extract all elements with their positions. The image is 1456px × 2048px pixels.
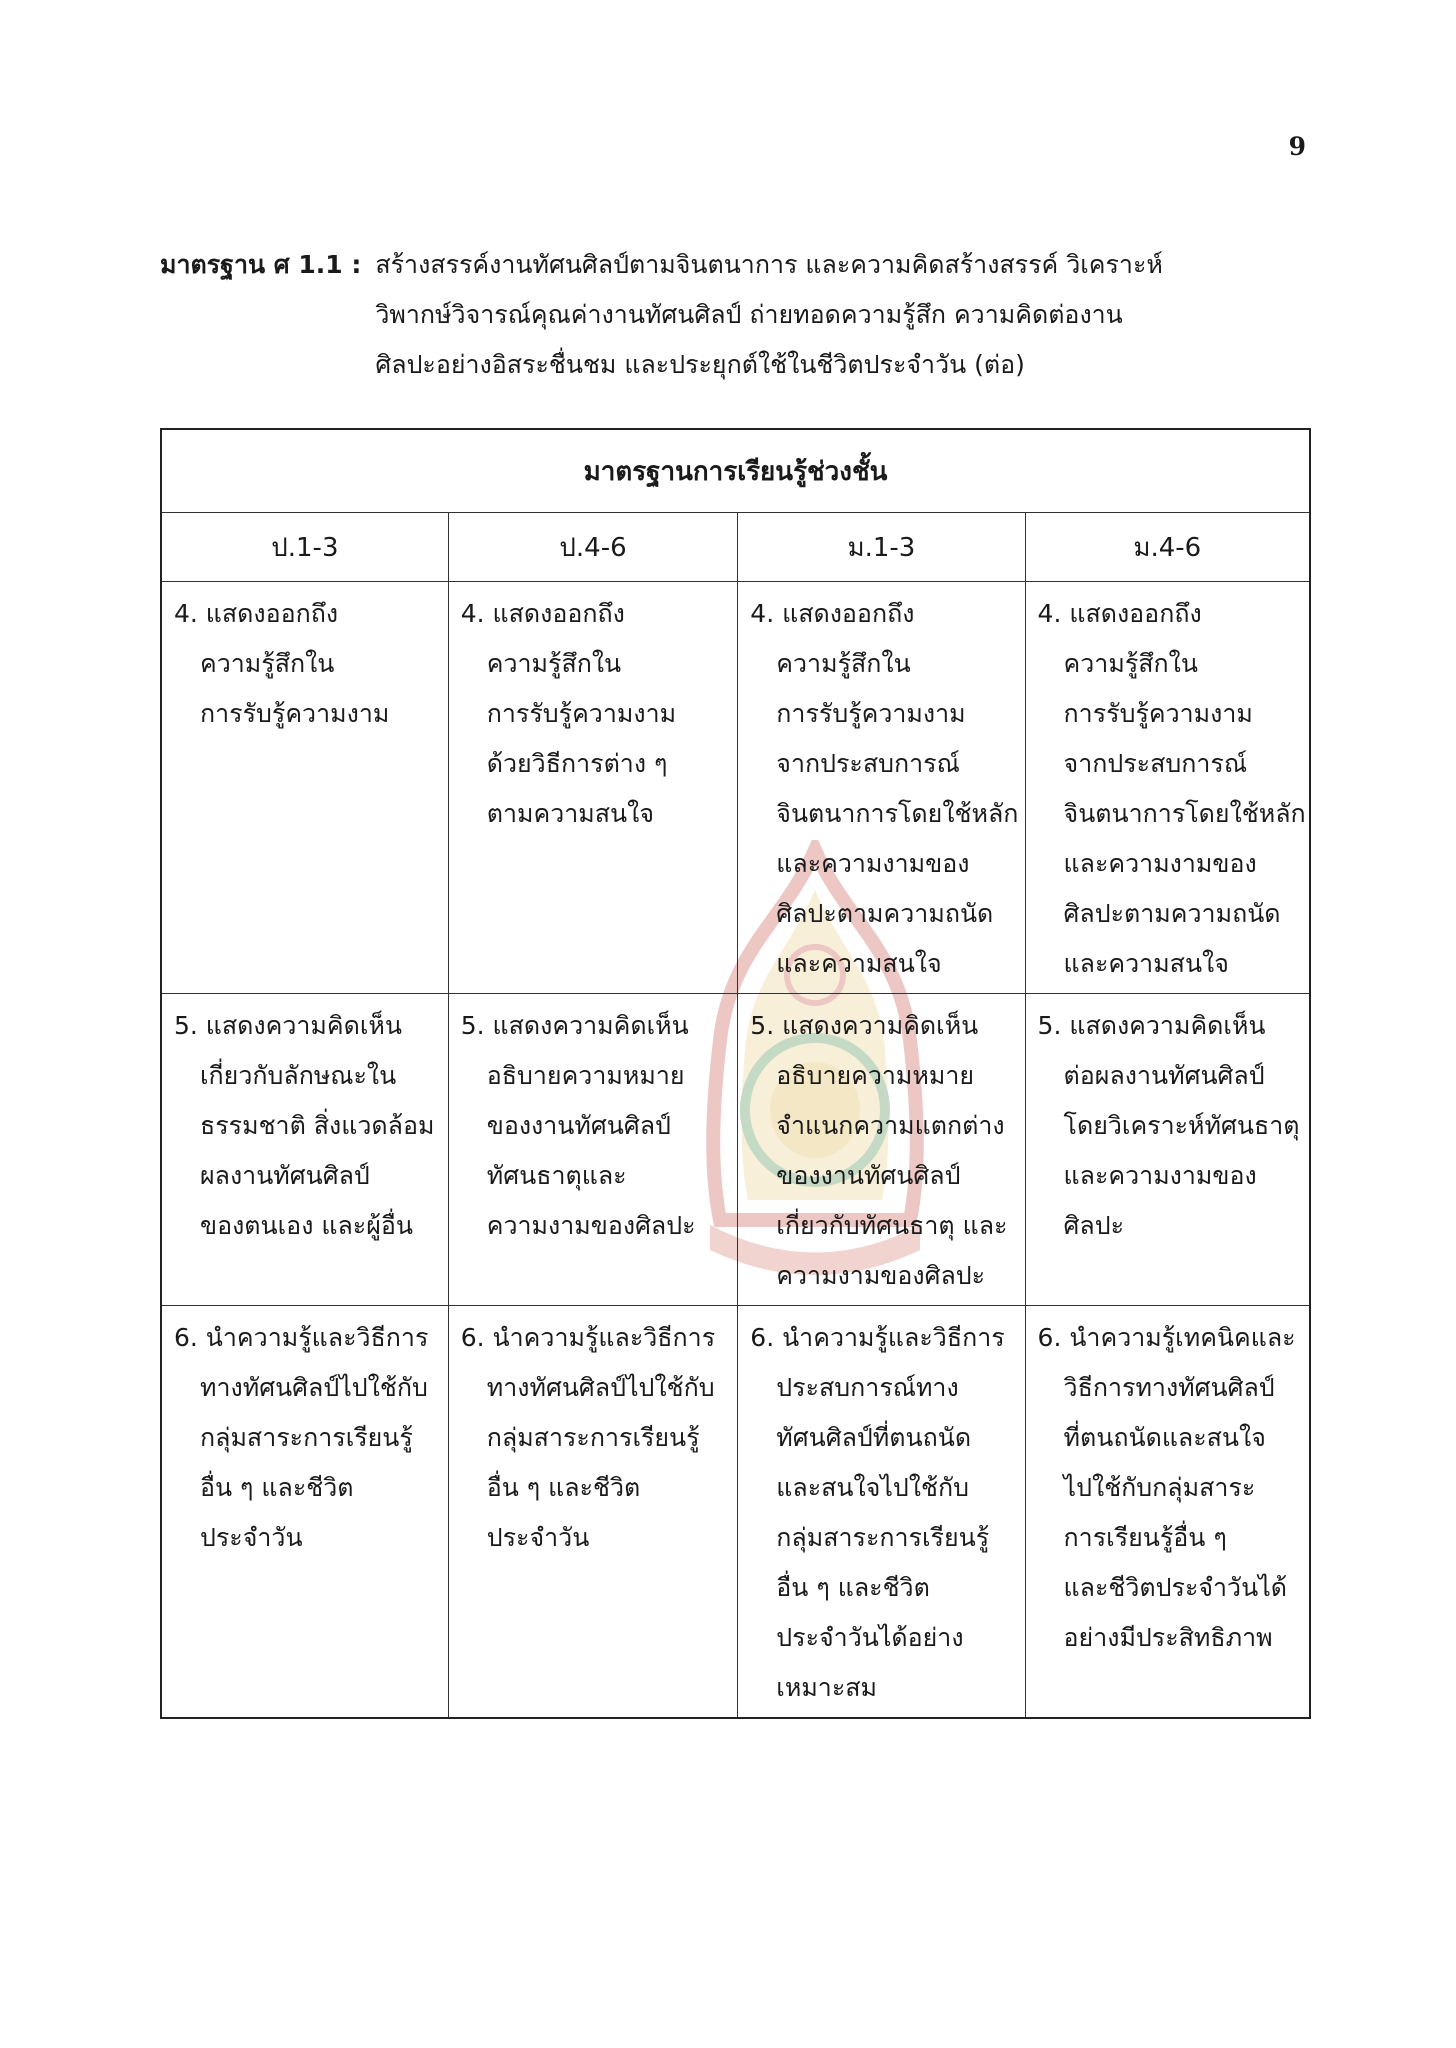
table-body xyxy=(161,582,1310,1719)
item-line: การรับรู้ความงาม xyxy=(776,699,966,728)
item-line: ทางทัศนศิลป์ไปใช้กับ xyxy=(486,1373,715,1402)
item-line: จินตนาการโดยใช้หลัก xyxy=(776,799,1019,828)
item-line: ประจำวัน xyxy=(486,1523,590,1552)
item-line: อื่น ๆ และชีวิต xyxy=(776,1573,930,1602)
item-line: โดยวิเคราะห์ทัศนธาตุ xyxy=(1063,1111,1300,1140)
grade-header: ม.4-6 xyxy=(1025,513,1310,582)
learning-standards-table xyxy=(160,428,1311,1719)
item-line: ทัศนธาตุและ xyxy=(486,1161,627,1190)
item-line: ความงามของศิลปะ xyxy=(486,1211,696,1240)
item-line: จำแนกความแตกต่าง xyxy=(776,1111,1005,1140)
item-line: และสนใจไปใช้กับ xyxy=(776,1473,969,1502)
item-line: และความสนใจ xyxy=(776,949,942,978)
grade-header: ป.1-3 xyxy=(161,513,448,582)
table-row xyxy=(161,1306,1310,1719)
item-line: 5. แสดงความคิดเห็น xyxy=(174,1011,402,1040)
item-line: ที่ตนถนัดและสนใจ xyxy=(1063,1423,1266,1452)
table-row xyxy=(161,582,1310,994)
item-line: จินตนาการโดยใช้หลัก xyxy=(1063,799,1306,828)
standard-label: มาตรฐาน ศ 1.1 : xyxy=(160,250,362,279)
grade-header: ป.4-6 xyxy=(448,513,738,582)
item-line: กลุ่มสาระการเรียนรู้ xyxy=(486,1423,700,1452)
standard-item xyxy=(750,1001,1016,1301)
item-line: กลุ่มสาระการเรียนรู้ xyxy=(776,1523,990,1552)
standard-item xyxy=(174,589,440,739)
table-cell xyxy=(448,994,738,1306)
standard-heading xyxy=(160,240,1320,390)
item-line: จากประสบการณ์ xyxy=(1063,749,1248,778)
item-line: และความงามของ xyxy=(1063,849,1257,878)
item-line: การเรียนรู้อื่น ๆ xyxy=(1063,1523,1227,1552)
item-line: วิธีการทางทัศนศิลป์ xyxy=(1063,1373,1275,1402)
table-cell xyxy=(1025,582,1310,994)
item-line: 6. นำความรู้และวิธีการ xyxy=(174,1323,429,1352)
item-line: ผลงานทัศนศิลป์ xyxy=(200,1161,370,1190)
item-line: และความสนใจ xyxy=(1063,949,1229,978)
table-title: มาตรฐานการเรียนรู้ช่วงชั้น xyxy=(161,429,1310,513)
item-line: 4. แสดงออกถึง xyxy=(460,599,625,628)
table-row xyxy=(161,994,1310,1306)
item-line: ความรู้สึกใน xyxy=(776,649,911,678)
item-line: ประจำวันได้อย่าง xyxy=(776,1623,964,1652)
item-line: อื่น ๆ และชีวิต xyxy=(200,1473,354,1502)
item-line: ของงานทัศนศิลป์ xyxy=(776,1161,961,1190)
standard-item xyxy=(174,1001,440,1251)
standard-line: ศิลปะอย่างอิสระชื่นชม และประยุกต์ใช้ในชีวิตประจำวัน (ต่อ) xyxy=(375,350,1025,379)
item-line: ความรู้สึกใน xyxy=(1063,649,1198,678)
item-line: ความงามของศิลปะ xyxy=(776,1261,986,1290)
table-cell xyxy=(1025,1306,1310,1719)
standard-item xyxy=(461,1001,730,1251)
item-line: 4. แสดงออกถึง xyxy=(750,599,915,628)
standard-description xyxy=(375,240,1320,390)
item-line: ทางทัศนศิลป์ไปใช้กับ xyxy=(200,1373,428,1402)
standard-item xyxy=(461,589,730,839)
item-line: 6. นำความรู้เทคนิคและ xyxy=(1037,1323,1296,1352)
item-line: ทัศนศิลป์ที่ตนถนัด xyxy=(776,1423,972,1452)
item-line: ตามความสนใจ xyxy=(486,799,654,828)
item-line: การรับรู้ความงาม xyxy=(1063,699,1253,728)
item-line: 5. แสดงความคิดเห็น xyxy=(460,1011,689,1040)
table-cell xyxy=(448,1306,738,1719)
item-line: จากประสบการณ์ xyxy=(776,749,960,778)
standard-item xyxy=(1038,1001,1301,1251)
item-line: ประสบการณ์ทาง xyxy=(776,1373,959,1402)
item-line: อย่างมีประสิทธิภาพ xyxy=(1063,1623,1273,1652)
table-cell xyxy=(1025,994,1310,1306)
standard-item xyxy=(750,1313,1016,1713)
item-line: และชีวิตประจำวันได้ xyxy=(1063,1573,1287,1602)
item-line: ของงานทัศนศิลป์ xyxy=(486,1111,671,1140)
item-line: 6. นำความรู้และวิธีการ xyxy=(460,1323,716,1352)
item-line: เหมาะสม xyxy=(776,1673,878,1702)
item-line: ธรรมชาติ สิ่งแวดล้อม xyxy=(200,1111,435,1140)
page-number: 9 xyxy=(1288,132,1306,161)
item-line: ศิลปะตามความถนัด xyxy=(776,899,994,928)
item-line: ความรู้สึกใน xyxy=(486,649,622,678)
item-line: ประจำวัน xyxy=(200,1523,303,1552)
item-line: 5. แสดงความคิดเห็น xyxy=(1037,1011,1266,1040)
item-line: ต่อผลงานทัศนศิลป์ xyxy=(1063,1061,1265,1090)
standard-item xyxy=(1038,1313,1301,1663)
item-line: การรับรู้ความงาม xyxy=(486,699,677,728)
standard-line: สร้างสรรค์งานทัศนศิลป์ตามจินตนาการ และความคิดสร้างสรรค์ วิเคราะห์ xyxy=(375,250,1163,279)
table-cell xyxy=(448,582,738,994)
item-line: กลุ่มสาระการเรียนรู้ xyxy=(200,1423,413,1452)
item-line: 4. แสดงออกถึง xyxy=(174,599,339,628)
item-line: ศิลปะตามความถนัด xyxy=(1063,899,1281,928)
table-cell xyxy=(738,582,1025,994)
item-line: อธิบายความหมาย xyxy=(776,1061,975,1090)
table-cell xyxy=(738,1306,1025,1719)
standard-item xyxy=(174,1313,440,1563)
item-line: 6. นำความรู้และวิธีการ xyxy=(750,1323,1005,1352)
item-line: ความรู้สึกใน xyxy=(200,649,335,678)
item-line: ศิลปะ xyxy=(1063,1211,1125,1240)
table-cell xyxy=(161,1306,448,1719)
item-line: ไปใช้กับกลุ่มสาระ xyxy=(1063,1473,1256,1502)
item-line: อื่น ๆ และชีวิต xyxy=(486,1473,641,1502)
item-line: ด้วยวิธีการต่าง ๆ xyxy=(486,749,668,778)
item-line: 5. แสดงความคิดเห็น xyxy=(750,1011,979,1040)
standard-item xyxy=(461,1313,730,1563)
table-cell xyxy=(161,582,448,994)
item-line: ของตนเอง และผู้อื่น xyxy=(200,1211,413,1240)
standard-line: วิพากษ์วิจารณ์คุณค่างานทัศนศิลป์ ถ่ายทอดความรู้สึก ความคิดต่องาน xyxy=(375,300,1123,329)
item-line: การรับรู้ความงาม xyxy=(200,699,390,728)
grade-header: ม.1-3 xyxy=(738,513,1025,582)
item-line: เกี่ยวกับลักษณะใน xyxy=(200,1061,397,1090)
standard-item xyxy=(750,589,1019,989)
table-cell xyxy=(738,994,1025,1306)
item-line: เกี่ยวกับทัศนธาตุ และ xyxy=(776,1211,1008,1240)
item-line: และความงามของ xyxy=(1063,1161,1257,1190)
item-line: อธิบายความหมาย xyxy=(486,1061,685,1090)
standard-item xyxy=(1037,589,1306,989)
item-line: และความงามของ xyxy=(776,849,970,878)
table-cell xyxy=(161,994,448,1306)
item-line: 4. แสดงออกถึง xyxy=(1037,599,1202,628)
